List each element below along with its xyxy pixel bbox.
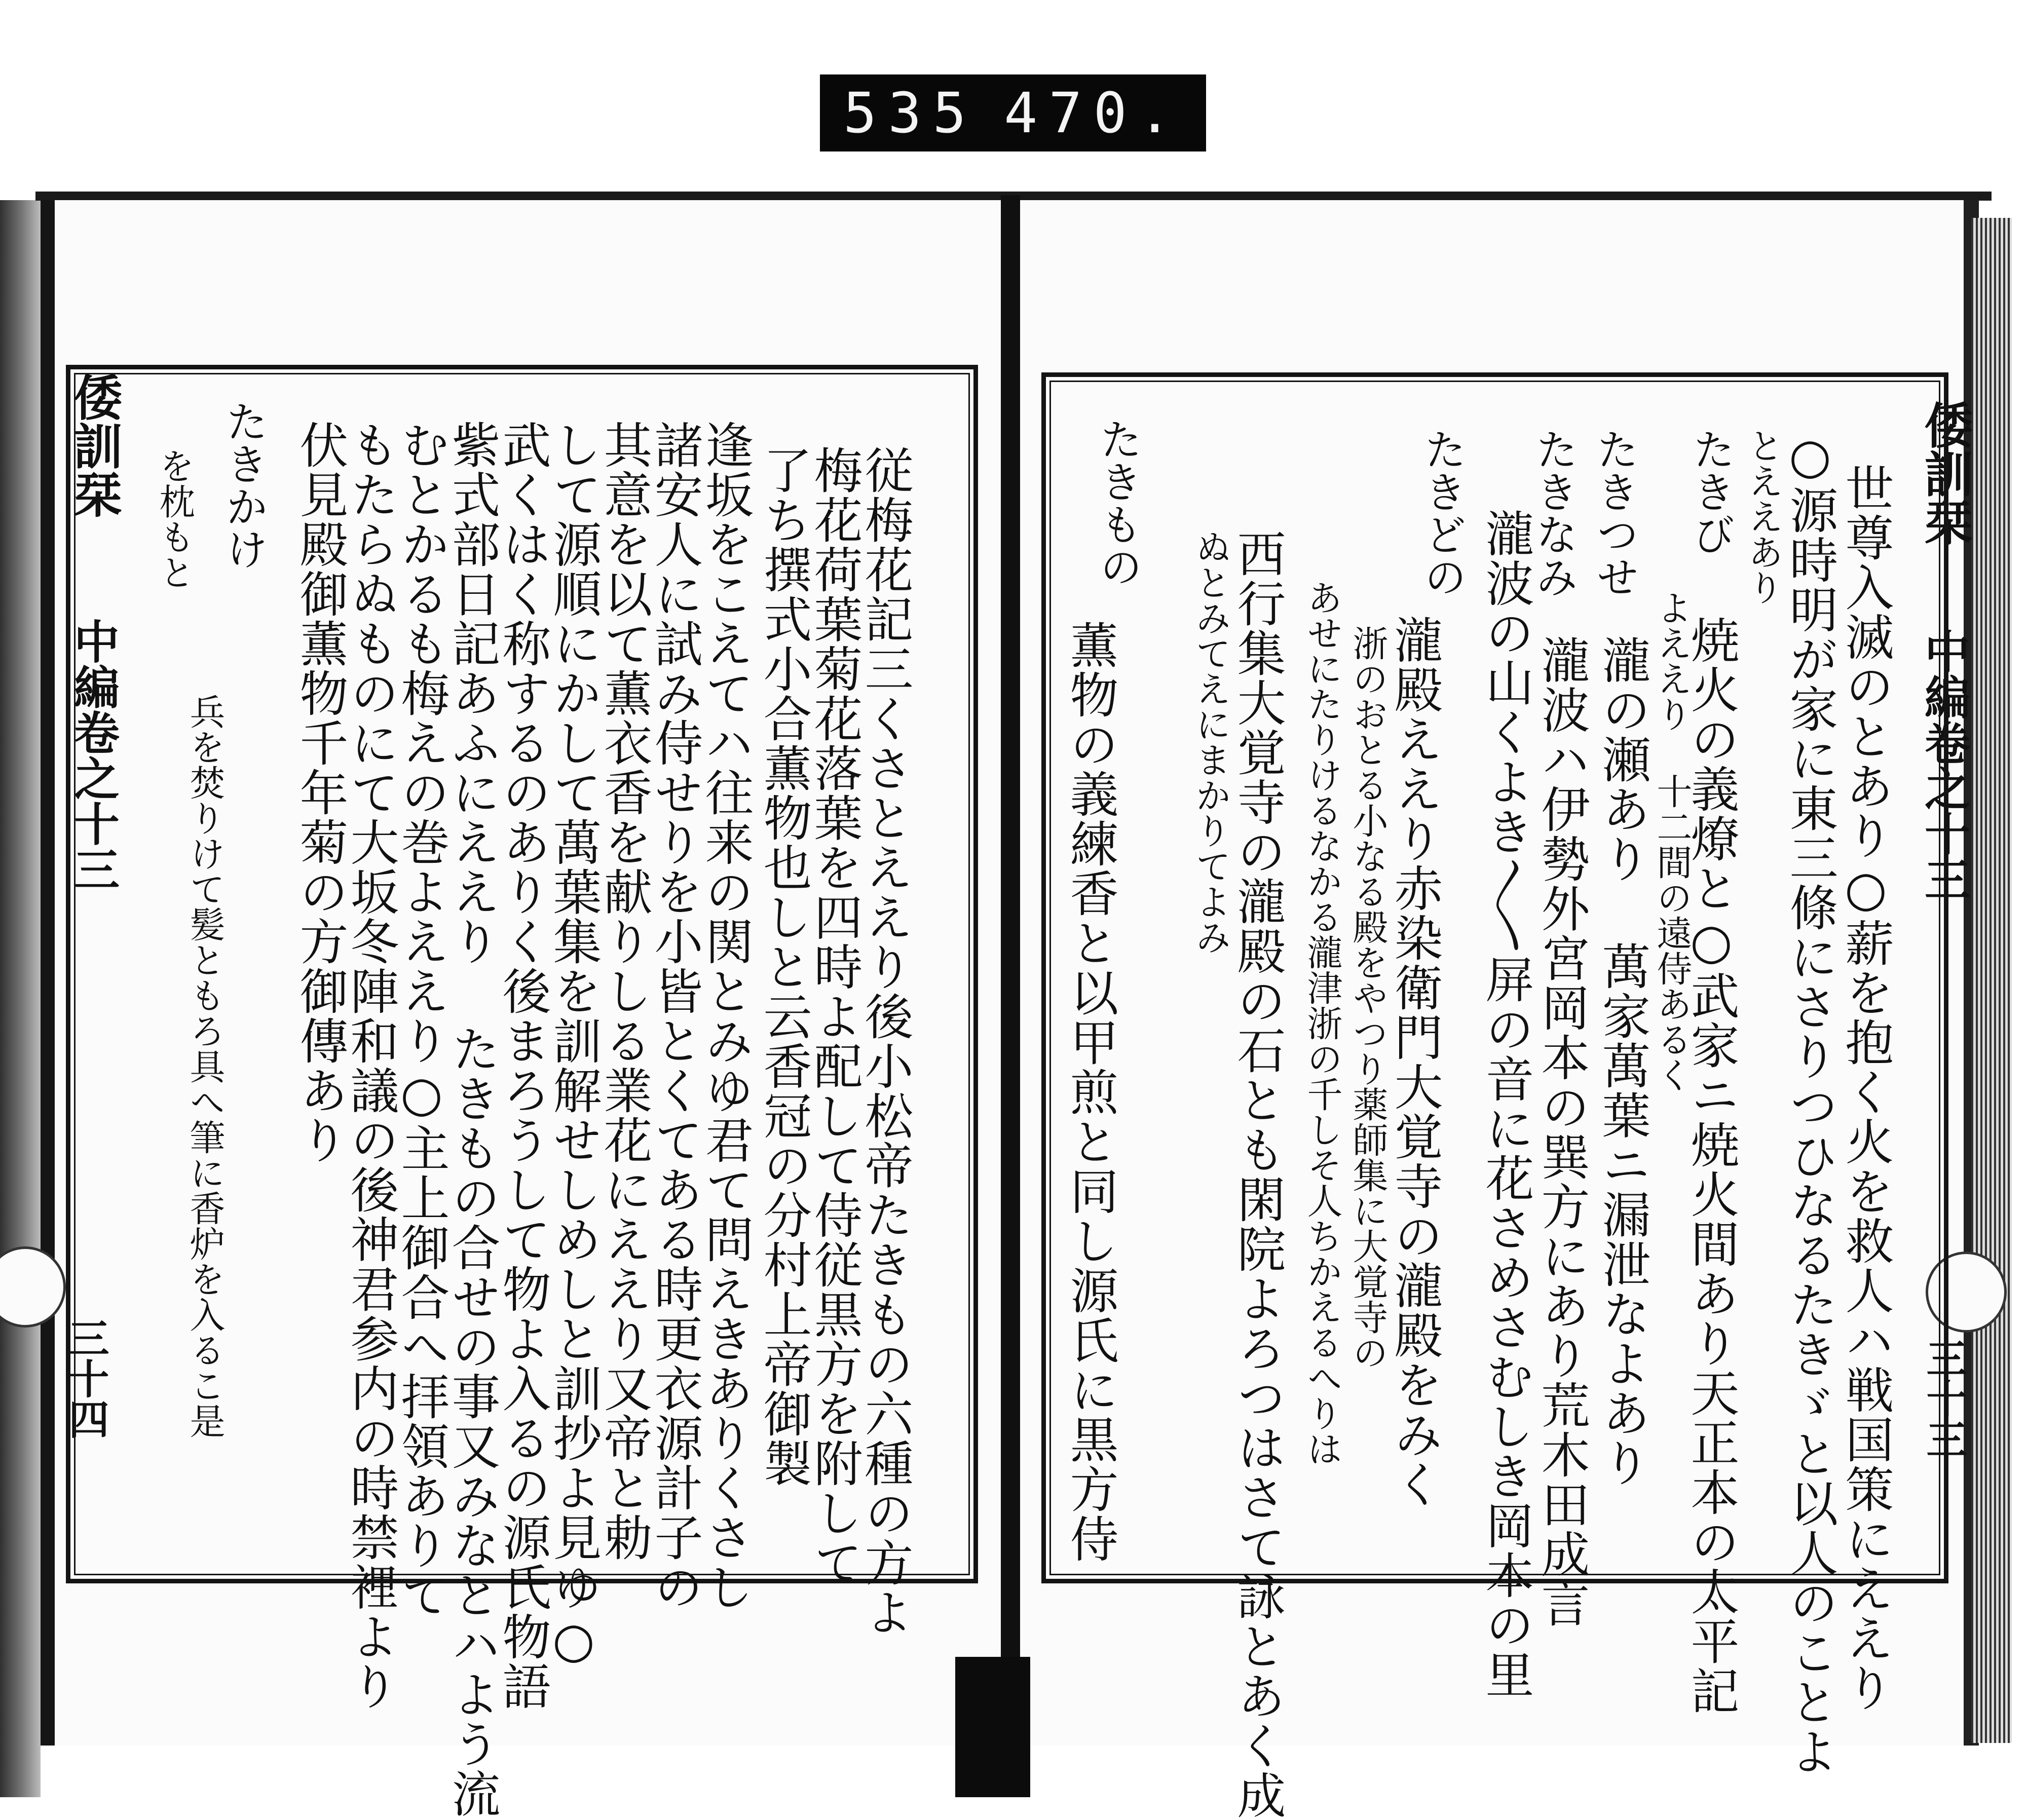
left-margin-title-bottom: 中編卷之十三 — [66, 618, 120, 892]
catalog-number-right: 470. — [1004, 81, 1183, 145]
catalog-label — [820, 74, 1206, 151]
left-col-14: 兵を焚りけて髪ともろ具へ筆に香炉を入るこ是 — [184, 694, 226, 1438]
left-col-1: 従梅花記三くさとええり後小松帝たきもの六種の方よ — [857, 445, 914, 1637]
book-gutter — [1001, 195, 1020, 1797]
left-col-11: もたらぬものにて大坂冬陣和議の後神君参内の時禁裡より — [343, 420, 399, 1711]
left-col-5: 諸安人に試み侍せりを小皆とくてある時更衣源計子の — [647, 420, 703, 1612]
right-margin-title-bottom: 中編卷之十三 — [1917, 628, 1970, 902]
right-col-10: 瀧波ハ伊勢外宮岡本の巽方にあり荒木田成言 — [1533, 635, 1590, 1628]
right-col-2: ○源時明が家に東三條にさりつひなるたきゞと以人のことよ — [1782, 428, 1838, 1776]
left-col-10: むとかるも梅えの巻よええり○主上御合へ拝領ありて — [393, 420, 450, 1620]
catalog-number-left: 535 — [843, 81, 978, 145]
gutter-clip — [955, 1657, 1030, 1797]
right-col-5: 焼火の義燎と○武家ニ焼火間あり天正本の太平記 — [1683, 615, 1740, 1716]
right-heading-takimono: たきもの — [1093, 418, 1143, 588]
right-col-1: 世尊入滅のとあり○薪を抱く火を救人ハ戦国策にええり — [1837, 463, 1894, 1713]
left-heading-takikake: たきかけ — [219, 400, 269, 570]
right-heading-takitsuse: たきつせ — [1590, 428, 1639, 598]
right-col-14: 浙のおとる小なる殿をやつり薬師集に大覚寺の — [1347, 625, 1388, 1370]
right-col-15: あせにたりけるなかる瀧津浙の千しそ人ちかえるへりは — [1301, 580, 1343, 1466]
right-col-8: 瀧の瀬あり 萬家萬葉ニ漏泄なよあり — [1594, 635, 1651, 1488]
left-col-7: して源順にかして萬葉集を訓解せしめしと訓抄よ見ゆ○ — [545, 420, 602, 1670]
left-col-12: 伏見殿御薫物千年菊の方御傳あり — [292, 420, 349, 1165]
left-page-number-text: 三十四 — [62, 1317, 109, 1439]
left-col-2: 梅花荷葉菊花落葉を四時よ配して侍従黒方を附して — [806, 445, 863, 1587]
left-margin-title-top: 倭訓栞 — [66, 372, 123, 518]
right-col-6: よええり 十二間の遠侍あるく — [1651, 590, 1693, 1092]
right-text-frame — [1041, 372, 1948, 1820]
right-col-3: とええあり — [1742, 428, 1784, 605]
right-margin-title-top: 倭訓栞 — [1917, 400, 1974, 546]
right-col-19: 薫物の義練香と以甲煎と同し源氏に黒方侍 — [1062, 620, 1119, 1564]
right-col-13: 瀧殿ええり赤染衛門大覚寺の瀧殿をみく — [1386, 615, 1443, 1509]
left-text-frame — [66, 365, 978, 1818]
right-heading-takibi: たきび — [1686, 428, 1736, 555]
right-col-11: 瀧波の山くよき〳〵屏の音に花さめさむしき岡本の里 — [1478, 509, 1534, 1699]
left-col-9: 紫式部日記あふにええり たきもの合せの事又みなとハよう流 — [444, 420, 501, 1818]
right-col-16: 西行集大覚寺の瀧殿の石とも閑院よろつはさて詠とあく成 — [1229, 529, 1286, 1820]
right-col-17: ぬとみてえにまかりてよみ — [1190, 529, 1231, 955]
right-heading-takidono: たきどの — [1417, 428, 1467, 598]
left-col-8: 武くはく称するのありく後まろうして物よ入るの源氏物語 — [495, 420, 551, 1711]
right-heading-takinami: たきなみ — [1529, 428, 1579, 598]
left-col-6: 其意を以て薫衣香を献りしる業花にええり又帝と勅 — [596, 420, 653, 1562]
book-spine-shadow — [0, 200, 41, 1797]
right-page-number-text: 三十三 — [1920, 1338, 1967, 1459]
left-col-15: を枕もと — [154, 448, 195, 590]
left-col-4: 逢坂をこえてハ往来の関とみゆ君て問えきありくさし — [697, 420, 754, 1612]
left-col-3: 了ち撰式小合薫物也しと云香冠の分村上帝御製 — [756, 445, 812, 1488]
